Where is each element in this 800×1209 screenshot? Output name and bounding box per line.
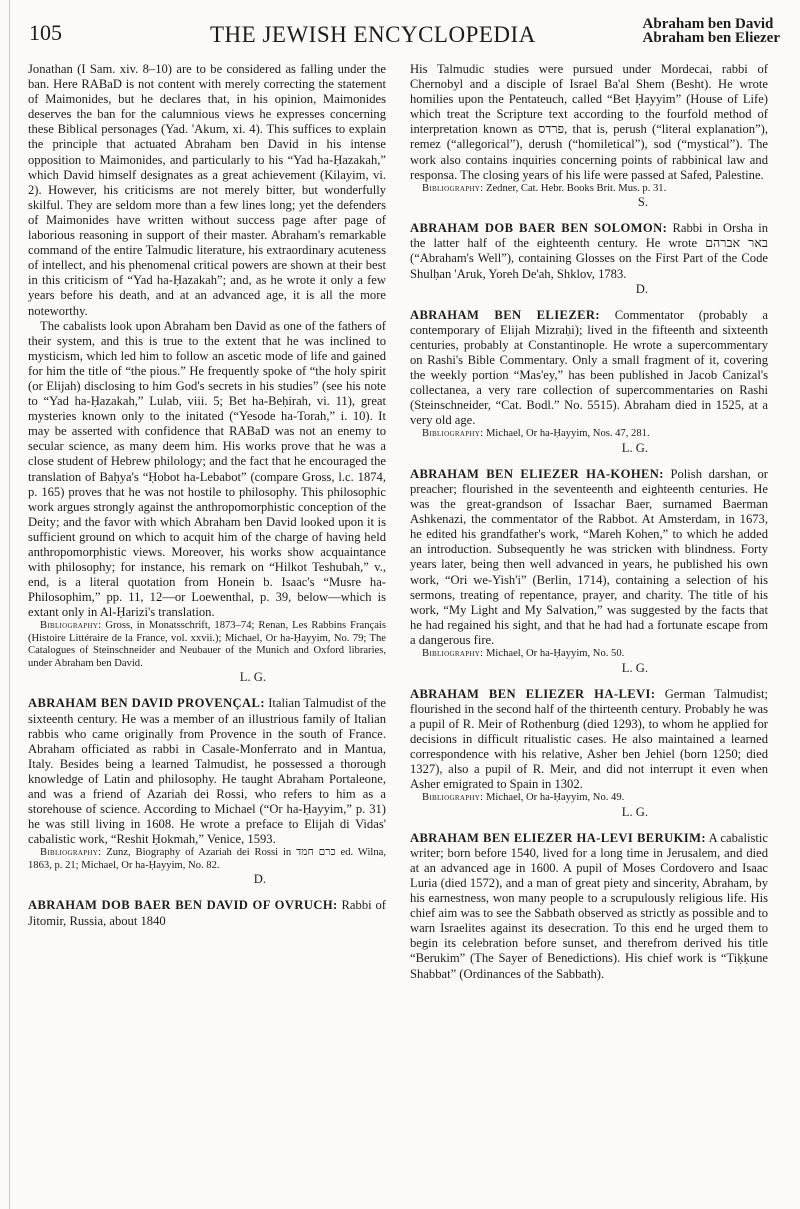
entry-title: ABRAHAM DOB BAER BEN DAVID OF OVRUCH:: [28, 898, 338, 913]
author-initials: L. G.: [621, 440, 648, 455]
entry: [410, 221, 768, 296]
entry-title: ABRAHAM BEN ELIEZER HA-LEVI BERUKIM:: [410, 830, 706, 845]
bibliography: [28, 847, 386, 872]
entry-title: ABRAHAM BEN DAVID PROVENÇAL:: [28, 696, 265, 711]
entry: [410, 831, 768, 982]
entry-title: ABRAHAM BEN ELIEZER HA-LEVI:: [410, 686, 656, 701]
entry: [410, 687, 768, 820]
entry-title: ABRAHAM BEN ELIEZER:: [410, 307, 601, 322]
entry-body: [410, 221, 768, 281]
entry-text: Commentator (probably a contemporary of Elijah Mizraḥi); lived in the fifteenth and sixteenth centuries, probably at Constantinople. He wrote a supercommentary on Rashi's Bible Commentary. Only a small fragment of it, covering the weekly portion “Mas'ey,” has been published in Jacob Canizal's collectanea, a very rare collection of supercommentaries on Rashi (Steinschneider, “Cat. Bodl.” No. 5515). Abraham died in 1525, at a very old age.: [410, 307, 769, 428]
paragraph: The cabalists look upon Abraham ben David as one of the fathers of their system, and this is true to the extent that he was inclined to mysticism, which led him to follow an ascetic mode of life and gained for him the title of “the pious.” He frequently spoke of “the holy spirit (or Elijah) disclosing to him God's secrets in his studies” (see his note to “Yad ha-Ḥazakah,” Lulab, viii. 5; Bet ha-Beḥirah, vi. 11), great mysteries known only to the initated (“Yesode ha-Torah,” i. 10). It may be asserted with confidence that RABaD was not an enemy to secular science, as many deem him. His works prove that he was a close student of Hebrew philology; and the fact that he encouraged the translation of Baḥya's “Ḥobot ha-Lebabot” (compare Gross, l.c. 1874, p. 165) proves that he was not hostile to philosophy. This philosophic work argues strongly against the anthropomorphistic conception of the Deity; and the favor with which Abraham ben David looked upon it is sufficient ground on which to acquit him of the charge of having held anthropomorphistic views. Moreover, his works show acquaintance with philosophy; for instance, his remark on “Hilkot Teshubah,” v., end, is a literal quotation from Honein b. Isaac's “Musre ha-Philosophim,” pp. 11, 12—or Loewenthal, p. 39, below—which is extant only in Al-Ḥarizi's translation.: [28, 318, 386, 620]
bibliography-text: Gross, in Monatsschrift, 1873–74; Renan, Les Rabbins Français (Histoire Littéraire de la France, vol. xxvii.); Michael, Or ha-Ḥayyim, No. 79; The Catalogues of Steinschneider and Neubauer of the Munich and Oxford libraries, under Abraham ben David.: [28, 620, 386, 669]
entry-title: ABRAHAM BEN ELIEZER HA-KOHEN:: [410, 466, 664, 481]
author-initials: L. G.: [621, 804, 648, 819]
bibliography-label: Bibliography:: [422, 648, 484, 659]
entry-text: Rabbi in Orsha in the latter half of the eighteenth century. He wrote באר אברהם (“Abraham's Well”), containing Glosses on the First Part of the Code Shulḥan 'Aruk, Yoreh De'ah, Shklov, 1783.: [410, 221, 768, 281]
author-initials: L. G.: [239, 670, 266, 685]
bibliography-label: Bibliography:: [422, 792, 484, 804]
entry-text: Polish darshan, or preacher; flourished in the seventeenth and eighteenth centuries. He was the great-grandson of Issachar Baer, surnamed Baerman Ashkenazi, the commentator of the Rabbot. At Amsterdam, in 1673, he edited his grandfather's work, “Mareh Kohen,” to which he added an introduction. Subsequently he was stricken with blindness. Forty years later, being then well advanced in years, he published his own work, “Ori we-Yish'i” (Berlin, 1714), containing a selection of his sermons, treating of repentance, prayer, and charity. The title of his work, “My Light and My Salvation,” was suggested by the facts that he had regained his sight, and that he had had a fortunate escape from a dangerous fire.: [410, 466, 768, 647]
bibliography-label: Bibliography:: [422, 182, 484, 194]
entry-text: Italian Talmudist of the sixteenth century. He was a member of an illustrious family of Italian rabbis who came originally from Provence in the south of France. Abraham officiated as rabbi in Casale-Monferrato and in Mantua, Italy. Besides being a learned Talmudist, he possessed a thorough knowledge of Latin and philosophy. He taught Abraham Portaleone, and was a friend of Azariah dei Rossi, who refers to him as a storehouse of science. According to Michael (“Or ha-Ḥayyim,” p. 31) he was still living in 1608. He wrote a preface to Elijah di Vidas' cabalistic work, “Reshit Ḥokmah,” Venice, 1593.: [28, 696, 386, 847]
entry-body: [410, 831, 768, 982]
page-edge-rule: [9, 0, 10, 1209]
bibliography: [28, 620, 386, 670]
entry: [410, 467, 768, 676]
entry: [28, 696, 386, 887]
bibliography-text: Michael, Or ha-Ḥayyim, Nos. 47, 281.: [483, 428, 650, 440]
entry-body: [28, 696, 386, 847]
running-head-words: [643, 17, 780, 45]
head-word-first: Abraham ben David: [642, 16, 774, 32]
page-header: [0, 0, 800, 70]
author-initials: S.: [637, 195, 648, 210]
entry: [410, 308, 768, 456]
entry: [28, 898, 386, 928]
bibliography: [410, 792, 768, 805]
bibliography-text: Michael, Or ha-Ḥayyim, No. 49.: [483, 792, 625, 804]
entry-body: [28, 898, 386, 928]
bibliography-text: Zunz, Biography of Azariah dei Rossi in כרם חמד ed. Wilna, 1863, p. 21; Michael, Or ha-Ḥayyim, No. 82.: [28, 847, 386, 871]
paragraph: His Talmudic studies were pursued under Mordecai, rabbi of Chernobyl and a disciple of Israel Ba'al Shem (Besht). He wrote homilies upon the Pentateuch, called “Bet Ḥayyim” (House of Life) which treat the Scripture text according to the fourfold method of interpretation known as פרדס, that is, perush (“literal explanation”), remez (“allegorical”), derush (“homiletical”), sod (“mystical”). The work also contains inquiries concerning points of rabbinical law and responsa. The closing years of his life were passed at Safed, Palestine.: [410, 62, 769, 182]
bibliography-text: Zedner, Cat. Hebr. Books Brit. Mus. p. 31.: [483, 182, 667, 194]
entry-body: [410, 687, 768, 793]
entry-body: [410, 467, 768, 648]
right-column: [410, 62, 768, 982]
entry-text: A cabalistic writer; born before 1540, lived for a long time in Jerusalem, and died at an advanced age in 1600. A pupil of Moses Cordovero and Isaac Luria (died 1572), and a man of great piety and sincerity, Abraham, by his earnestness, won many people to a scrupulously religious life. His chief aim was to see the Sabbath observed as strictly as possible and to warn Israelites against its desecration. To this end he urged them to begin its celebration before sunset, and therefrom derived his title “Berukim” (The Sayer of Benedictions). His chief work is “Tiḳḳune Shabbat” (Ordinances of the Sabbath).: [410, 830, 768, 981]
bibliography-label: Bibliography:: [422, 428, 484, 440]
left-column: [28, 62, 386, 929]
entry-body: [410, 308, 768, 429]
author-initials: D.: [253, 872, 266, 887]
bibliography: [410, 648, 768, 661]
author-initials: D.: [635, 281, 648, 296]
author-initials: L. G.: [621, 660, 648, 675]
entry-text: Rabbi of Jitomir, Russia, about 1840: [28, 898, 386, 928]
bibliography: [410, 428, 768, 441]
bibliography-label: Bibliography:: [40, 620, 102, 632]
bibliography-label: Bibliography:: [40, 847, 102, 859]
paragraph: Jonathan (I Sam. xiv. 8–10) are to be considered as falling under the ban. Here RABaD is not content with merely correcting the statement of Maimonides, but he declares that, in his opinion, Maimonides deserves the ban for the calumnious views he expresses concerning these Biblical personages (Yad. 'Akum, xi. 4). This suffices to explain the principle that actuated Abraham ben David in his intense opposition to Maimonides, and particularly to his “Yad ha-Ḥazakah,” which David himself designates as a great achievement (Kilayim, vi. 2). However, his criticisms are not merely bitter, but wonderfully skilful. They are seldom more than a few lines long; yet the defenders of Maimonides have written without success page after page of laborious reasoning in support of their master. Abraham's remarkable command of the entire Talmudic literature, his extraordinary acuteness of intellect, and his phenomenal critical powers are shown at their best in this criticism of “Yad ha-Ḥazakah”; and, as he wrote it only a few years before his death, and at an advanced age, it is all the more noteworthy.: [28, 62, 386, 318]
page-number: 105: [29, 20, 62, 45]
entry-text: German Talmudist; flourished in the second half of the thirteenth century. Probably he was a pupil of R. Meir of Rothenburg (died 1293), to whom he applied for decisions in difficult ritualistic cases. He also maintained a learned correspondence with his relative, Asher ben Jehiel (born 1250; died 1327), also a pupil of R. Meir, and did not interrupt it even when Asher emigrated to Spain in 1302.: [410, 686, 768, 792]
bibliography: [410, 183, 768, 196]
bibliography-text: Michael, Or ha-Ḥayyim, No. 50.: [483, 648, 625, 659]
entry-title: ABRAHAM DOB BAER BEN SOLOMON:: [410, 221, 668, 236]
head-word-last: Abraham ben Eliezer: [642, 30, 780, 46]
running-title: THE JEWISH ENCYCLOPEDIA: [210, 22, 536, 47]
